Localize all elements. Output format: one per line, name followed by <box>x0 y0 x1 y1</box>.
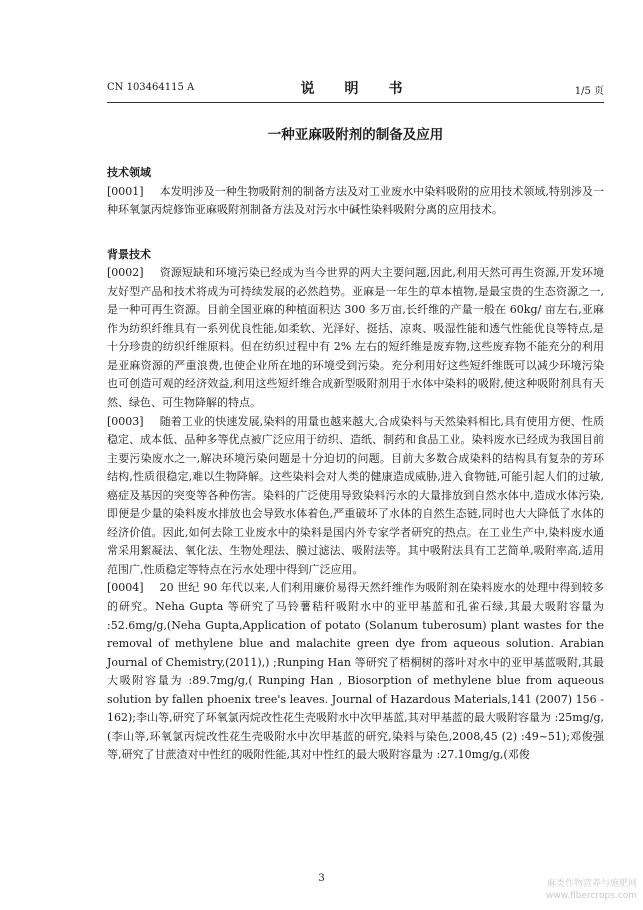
paragraph-number: [0004] <box>107 581 144 595</box>
paragraph-number: [0001] <box>107 184 144 198</box>
page-header <box>107 82 604 98</box>
watermark-line: 麻类作物营养与施肥网 <box>546 879 637 889</box>
section-heading-background: 背景技术 <box>107 247 151 261</box>
paragraph-text: 本发明涉及一种生物吸附剂的制备方法及对工业废水中染料吸附的应用技术领域,特别涉及一种环氧氯丙烷修饰亚麻吸附剂制备方法及对污水中碱性染料吸附分离的应用技术。 <box>107 184 604 217</box>
paragraph-0003 <box>107 413 604 580</box>
paragraph-0002 <box>107 264 604 412</box>
document-body <box>107 160 604 765</box>
watermark-line: www.fibercrops.com <box>546 891 637 901</box>
paragraph-number: [0003] <box>107 414 144 428</box>
paragraph-0004 <box>107 579 604 764</box>
paragraph-text: 20 世纪 90 年代以来,人们利用廉价易得天然纤维作为吸附剂在染料废水的处理中得到较多的研究。Neha Gupta 等研究了马铃薯秸秆吸附水中的亚甲基蓝和孔雀石绿,其最大吸附容量为 :52.6mg/g,(Neha Gupta,Application of potato (Solanum tuberosum) plant wastes for the removal of methylene blue and malachite green dye from aqueous solution. Arabian Journal of Chemistry,(2011),) ;Runping Han 等研究了梧桐树的落叶对水中的亚甲基蓝吸附,其最大吸附容量为 :89.7mg/g,( Runping Han , Biosorption of methylene blue from aqueous solution by fallen phoenix tree's leaves. Journal of Hazardous Materials,141 (2007) 156 - 162);李山等,研究了环氧氯丙烷改性花生壳吸附水中次甲基蓝,其对甲基蓝的最大吸附容量为 :25mg/g,(李山等,环氧氯丙烷改性花生壳吸附水中次甲基蓝的研究,染料与染色,2008,45 (2) :49~51);邓俊强等,研究了甘蔗渣对中性红的吸附性能,其对中性红的最大吸附容量为 :27.10mg/g,(邓俊 <box>107 581 604 762</box>
paragraph-0001 <box>107 183 604 220</box>
site-watermark <box>546 878 637 902</box>
page-number: 3 <box>318 873 325 884</box>
paragraph-text: 随着工业的快速发展,染料的用量也越来越大,合成染料与天然染料相比,具有使用方便、性质稳定、成本低、品种多等优点被广泛应用于纺织、造纸、制药和食品工业。染料废水已经成为我国目前主要污染废水之一,解决环境污染问题是十分迫切的问题。目前大多数合成染料的结构具有复杂的芳环结构,性质很稳定,难以生物降解。这些染料会对人类的健康造成威胁,进入食物链,可能引起人们的过敏,癌症及基因的突变等各种伤害。染料的广泛使用导致染料污水的大量排放到自然水体中,造成水体污染,即便是少量的染料废水排放也会导致水体着色,严重破坏了水体的自然生态链,同时也大大降低了水体的经济价值。因此,如何去除工业废水中的染料是国内外专家学者研究的热点。在工业生产中,染料废水通常采用絮凝法、氧化法、生物处理法、膜过滤法、吸附法等。其中吸附法具有工艺简单,吸附率高,适用范围广,性质稳定等特点在污水处理中得到广泛应用。 <box>107 414 604 576</box>
section-heading-tech-field: 技术领域 <box>107 166 151 179</box>
paragraph-number: [0002] <box>107 266 144 280</box>
page-ratio: 1/5 页 <box>574 86 604 97</box>
header-rule <box>107 102 604 103</box>
paragraph-text: 资源短缺和环境污染已经成为当今世界的两大主要问题,因此,利用天然可再生资源,开发环境友好型产品和技术将成为可持续发展的必然趋势。亚麻是一年生的草本植物,是最宝贵的生态资源之一,是一种可再生资源。目前全国亚麻的种植面积达 300 多万亩,长纤维的产量一般在 60kg/ 亩左右,亚麻作为纺织纤维具有一系列优良性能,如柔软、光泽好、挺括、凉爽、吸湿性能和透气性能优良等特点,是十分珍贵的纺织纤维原料。但在纺织过程中有 2% 左右的短纤维是废弃物,这些废弃物不能充分的利用是亚麻资源的严重浪费,也使企业所在地的环境受到污染。充分利用好这些短纤维既可以减少环境污染也可创造可观的经济效益,利用这些短纤维合成新型吸附剂用于水体中染料的吸附,使这种吸附剂具有天然、绿色、可生物降解的特点。 <box>107 266 604 410</box>
document-type: 说 明 书 <box>300 81 411 97</box>
document-code: CN 103464115 A <box>107 82 195 93</box>
document-title: 一种亚麻吸附剂的制备及应用 <box>267 127 444 143</box>
